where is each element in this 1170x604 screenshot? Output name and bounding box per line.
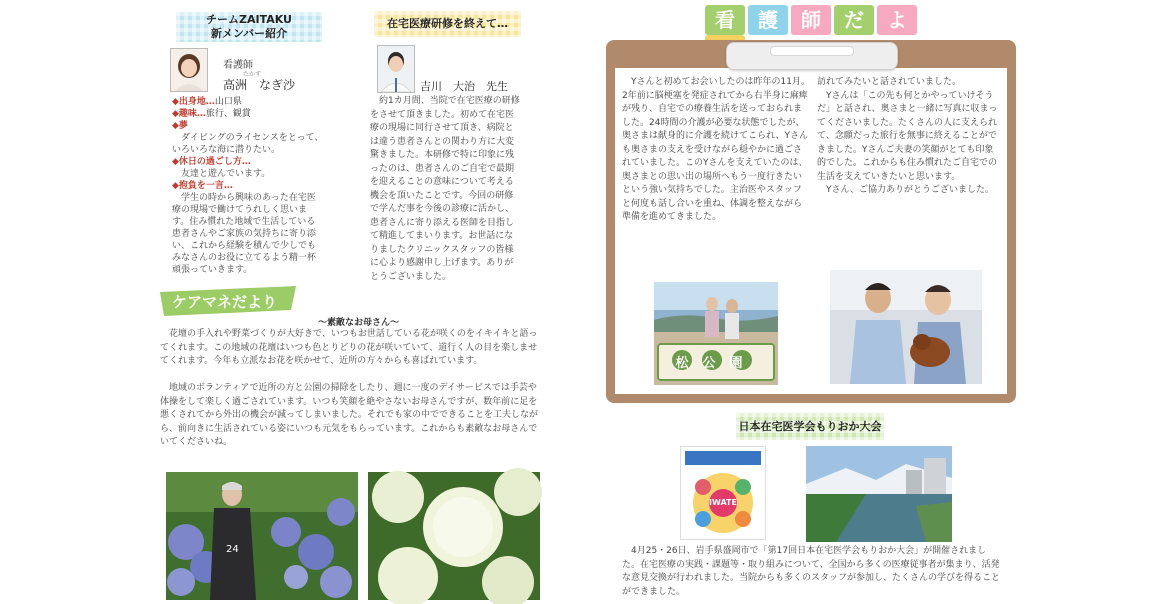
team-heading-line2: 新メンバー紹介 bbox=[210, 27, 288, 40]
care-para-1: 花壇の手入れや野菜づくりが大好きで、いつもお世話している花が咲くのをイキイキと語ってくれます。この地域の花壇はいつも色とりどりの花が咲いていて、道行く人の目を楽しませてくれます。今年も立派なお花を咲かせて、近所の方々からも喜ばれています。 bbox=[160, 329, 538, 366]
profile-line-hometown: ◆出身地…山口県 bbox=[172, 97, 242, 107]
conference-heading bbox=[736, 413, 884, 440]
training-heading-text: 在宅医療研修を終えて… bbox=[387, 17, 508, 30]
couple-park-photo bbox=[654, 282, 778, 385]
training-text: 約1カ月間、当院で在宅医療の研修をさせて頂きました。初めて在宅医療の現場に同行させて頂き、病院とは違う患者さんとの関わり方に大変驚きました。本研修で特に印象に残ったのは、患者さんのご自宅で最期を迎えることの意味について考える機会を頂いたことです。今回の研修で学んだ事を今後の診療に活かし、患者さんに寄り添える医師を目指して精進してまいります。お世話になりましたクリニックスタッフの皆様に心より感謝申し上げます。ありがとうございました。 bbox=[370, 96, 520, 282]
clipboard-clip-hole bbox=[770, 46, 854, 56]
park-sign-text: 松公園 bbox=[675, 356, 757, 371]
title-char-3: 師 bbox=[791, 5, 831, 35]
holiday-text: 友達と遊んでいます。 bbox=[172, 169, 271, 179]
white-hydrangea-photo bbox=[368, 472, 540, 600]
care-para-2: 地域のボランティアで近所の方と公園の掃除をしたり、週に一度のデイサービスでは手芸や体操をして楽しく過ごされています。いつも笑顔を絶やさないお母さんですが、数年前に足を悪くされてから外出の機会が減ってしまいました。それでも家の中でできることを工夫しながら、前向きに生活されている姿にいつも元気をもらっています。これからも素敵なお母さんでいてくださいね。 bbox=[160, 383, 539, 447]
title-char-5: よ bbox=[877, 5, 917, 35]
care-heading-text: ケアマネだより bbox=[172, 293, 278, 311]
doctor-photo bbox=[377, 45, 415, 93]
board-text-right: 訪れてみたいと話されていました。 Yさんは「この先も何とかやっていけそうだ」と話され、奥さまと一緒に写真に収まってくださいました。たくさんの人に支えられて、念願だった旅行を無事に終えることができました。Yさんご夫妻の笑顔がとても印象的でした。これからも住み慣れたご自宅での生活を支えていきたいと思います。 Yさん、ご協力ありがとうございました。 bbox=[817, 77, 998, 195]
board-text-left: Yさんと初めてお会いしたのは昨年の11月。2年前に脳梗塞を発症されてから右半身に麻痺が残り、自宅での療養生活を送っておられました。24時間の介護が必要な状態でしたが、奥さまは献身的に介護を続けてこられ、Yさんも奥さまの支えを受けながら穏やかに過ごされていました。このYさんを支えていたのは、奥さまとの思い出の場所へもう一度行きたいという強い気持ちでした。主治医やスタッフと何度も話し合いを重ね、体調を整えながら準備を進めてきました。 bbox=[622, 77, 810, 222]
profile-list bbox=[172, 96, 324, 278]
profile-line-dream: ◆夢 bbox=[172, 121, 188, 131]
conference-heading-text: 日本在宅医学会もりおか大会 bbox=[738, 419, 882, 433]
poster-label: IWATE bbox=[709, 498, 737, 507]
nurse-photo bbox=[170, 48, 208, 92]
svg-text:24: 24 bbox=[226, 544, 239, 555]
title-char-1: 看 bbox=[705, 5, 745, 35]
nurse-name-ruby: たかす bbox=[243, 71, 262, 78]
patient-dog-photo bbox=[830, 270, 982, 384]
nurse-name: 高洲 なぎ沙 bbox=[223, 78, 296, 92]
nurse-role: 看護師 bbox=[223, 60, 253, 71]
river-city-photo bbox=[806, 446, 952, 542]
title-char-2: 護 bbox=[748, 5, 788, 35]
profile-line-hobby: ◆趣味…旅行、観賞 bbox=[172, 109, 251, 119]
message-label: ◆抱負を一言… bbox=[172, 181, 233, 191]
title-char-4: だ bbox=[834, 5, 874, 35]
care-subtitle: ～素敵なお母さん～ bbox=[318, 318, 400, 328]
team-heading-line1: チームZAITAKU bbox=[205, 13, 292, 26]
team-zaitaku-heading bbox=[176, 12, 322, 42]
grandmother-hydrangea-photo bbox=[166, 472, 358, 600]
dream-text: ダイビングのライセンスをとって、いろいろな海に潜りたい。 bbox=[172, 133, 324, 155]
holiday-label: ◆休日の過ごし方… bbox=[172, 157, 251, 167]
doctor-name: 吉川 大治 先生 bbox=[420, 80, 508, 93]
care-heading-ribbon bbox=[160, 286, 296, 316]
conference-poster bbox=[680, 446, 766, 540]
conference-text: 4月25・26日、岩手県盛岡市で「第17回日本在宅医学会もりおか大会」が開催されました。在宅医療の実践・課題等・取り組みについて、全国から多くの医療従事者が集まり、活発な意見交換が行われました。当院からも多くのスタッフが参加し、たくさんの学びを得ることができました。 bbox=[622, 546, 1001, 597]
nurse-newsletter-title bbox=[705, 5, 925, 37]
training-heading bbox=[374, 11, 521, 37]
message-text: 学生の時から興味のあった在宅医療の現場で働けてうれしく思います。住み慣れた地域で生活している患者さんやご家族の気持ちに寄り添い、これから経験を積んで少しでもみなさんのお役に立てるよう精一杯頑張っていきます。 bbox=[172, 193, 317, 275]
